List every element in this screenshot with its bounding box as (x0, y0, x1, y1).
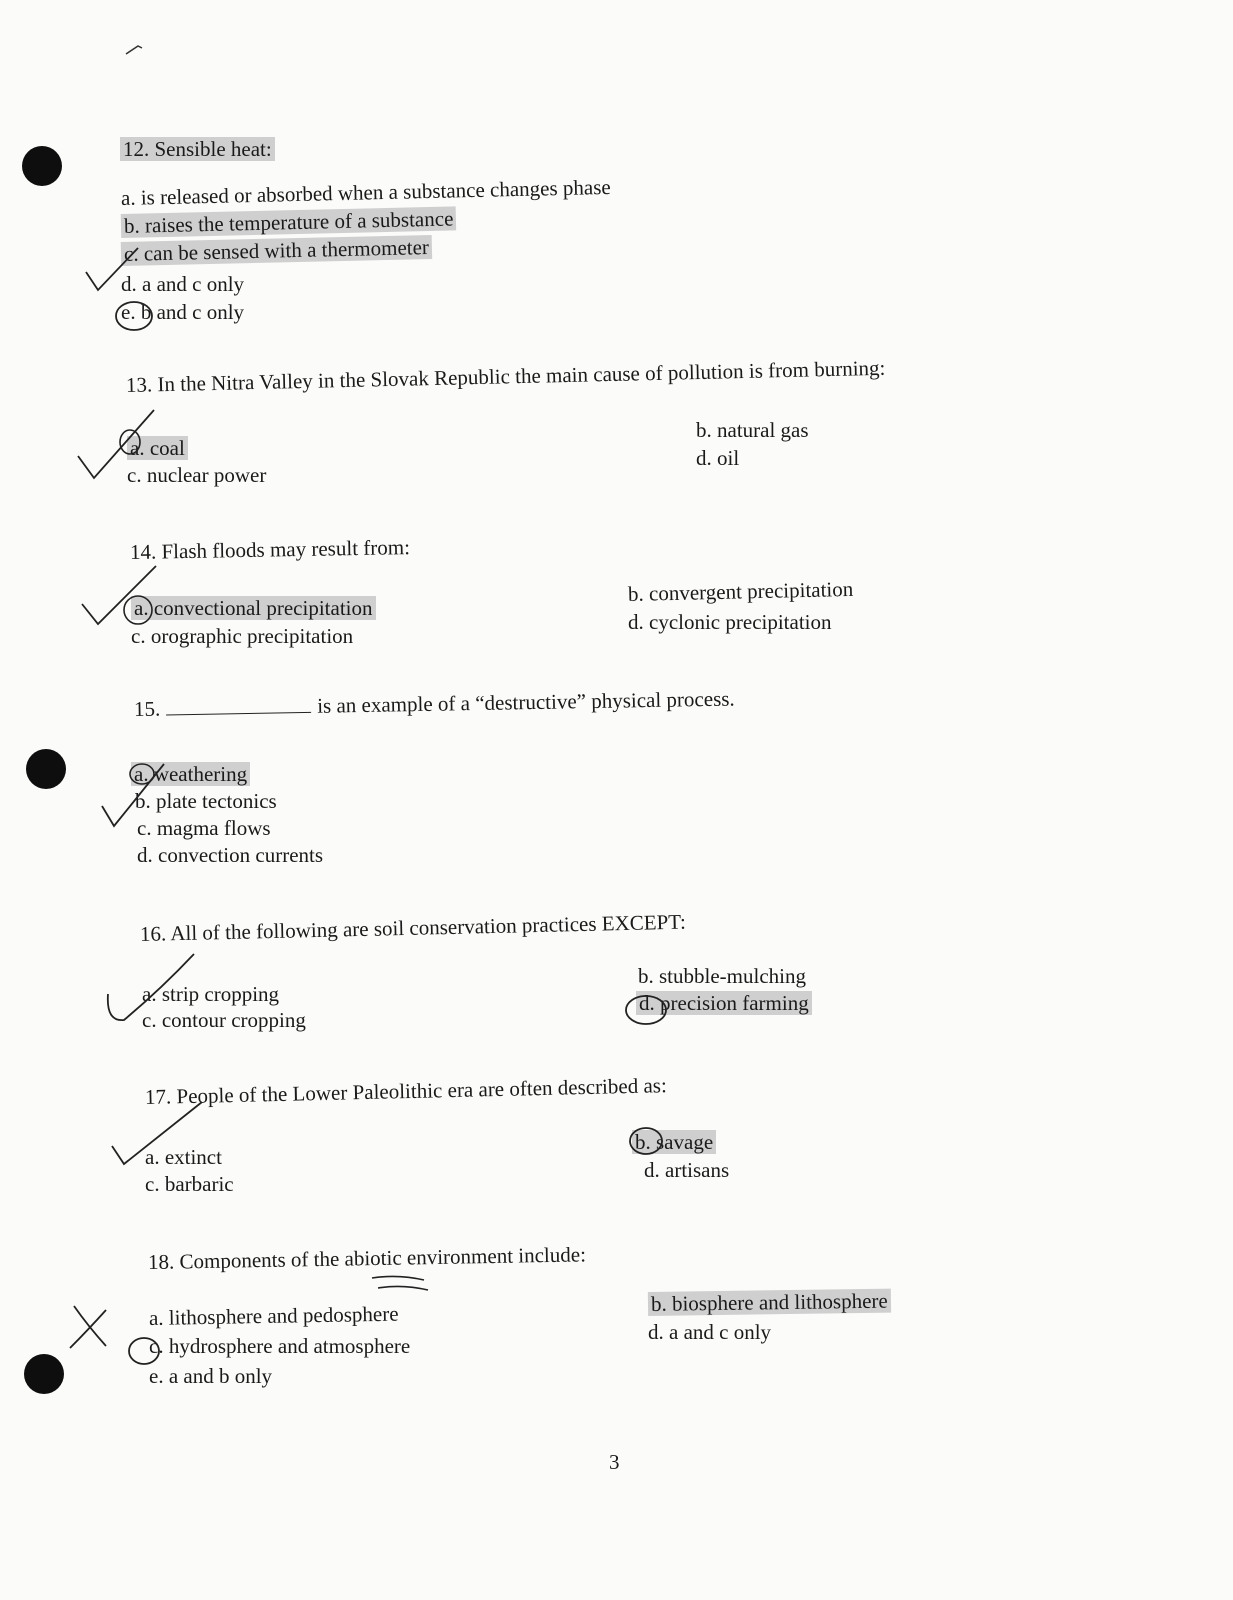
question-stem: 15. is an example of a “destructive” physical process. (133, 686, 735, 721)
checkmark-icon (82, 244, 142, 296)
answer-blank (166, 694, 311, 716)
option-17a: a. extinct (145, 1145, 222, 1169)
option-14b: b. convergent precipitation (627, 576, 854, 606)
checkmark-icon (108, 1098, 208, 1170)
checkmark-icon (98, 760, 168, 830)
option-12b: b. raises the temperature of a substance (121, 206, 457, 239)
question-stem: 12. Sensible heat: (120, 137, 275, 162)
option-13b: b. natural gas (696, 418, 809, 442)
stray-mark (120, 40, 150, 60)
option-17b: b. savage (632, 1130, 716, 1155)
option-14c: c. orographic precipitation (131, 624, 354, 648)
option-15c: c. magma flows (137, 816, 271, 840)
question-15 (134, 687, 735, 722)
option-15d: d. convection currents (137, 843, 324, 867)
question-stem: 13. In the Nitra Valley in the Slovak Republic the main cause of pollution is from burning: (125, 355, 886, 397)
question-12 (120, 137, 275, 162)
option-18a: a. lithosphere and pedosphere (148, 1301, 399, 1330)
option-16a: a. strip cropping (142, 982, 280, 1006)
option-16d: d. precision farming (636, 991, 812, 1016)
option-13a: a. coal (127, 436, 188, 461)
question-13 (126, 356, 886, 398)
option-13c: c. nuclear power (127, 463, 267, 487)
option-16c: c. contour cropping (142, 1008, 306, 1032)
question-stem: 16. All of the following are soil conservation practices EXCEPT: (139, 909, 687, 946)
checkmark-icon (74, 406, 164, 486)
underline-mark (368, 1272, 432, 1294)
option-12c: c. can be sensed with a thermometer (121, 235, 432, 267)
page-number: 3 (609, 1450, 620, 1474)
option-12d: d. a and c only (121, 272, 245, 296)
option-12a: a. is released or absorbed when a substance changes phase (120, 174, 611, 210)
option-18b: b. biosphere and lithosphere (648, 1289, 891, 1317)
option-15b: b. plate tectonics (135, 789, 277, 813)
option-14a: a. convectional precipitation (131, 596, 376, 621)
question-stem: 17. People of the Lower Paleolithic era are often described as: (144, 1073, 668, 1109)
answer-circle-icon (622, 992, 672, 1030)
question-stem: 14. Flash floods may result from: (129, 535, 411, 564)
binder-dot (22, 146, 62, 186)
option-18c: c. hydrosphere and atmosphere (149, 1334, 411, 1358)
x-mark-icon (66, 1300, 114, 1352)
binder-dot (24, 1354, 64, 1394)
binder-dot (26, 749, 66, 789)
option-16b: b. stubble-mulching (638, 964, 806, 988)
question-14 (130, 535, 410, 565)
checkmark-icon (100, 950, 200, 1030)
question-17 (145, 1073, 667, 1110)
option-12e: e. b and c only (121, 300, 245, 324)
question-18 (148, 1242, 586, 1275)
answer-circle-icon (112, 296, 160, 338)
option-18e: e. a and b only (149, 1364, 273, 1388)
option-18d: d. a and c only (648, 1320, 772, 1344)
answer-circle-icon (626, 1124, 670, 1160)
option-15a: a. weathering (131, 762, 250, 787)
option-13d: d. oil (696, 446, 740, 470)
question-stem: 18. Components of the abiotic environment include: (147, 1242, 587, 1274)
answer-circle-icon (126, 1334, 166, 1370)
option-17d: d. artisans (644, 1158, 730, 1182)
option-14d: d. cyclonic precipitation (628, 610, 832, 634)
question-16 (140, 910, 686, 947)
option-17c: c. barbaric (145, 1172, 234, 1196)
checkmark-icon (78, 562, 168, 632)
